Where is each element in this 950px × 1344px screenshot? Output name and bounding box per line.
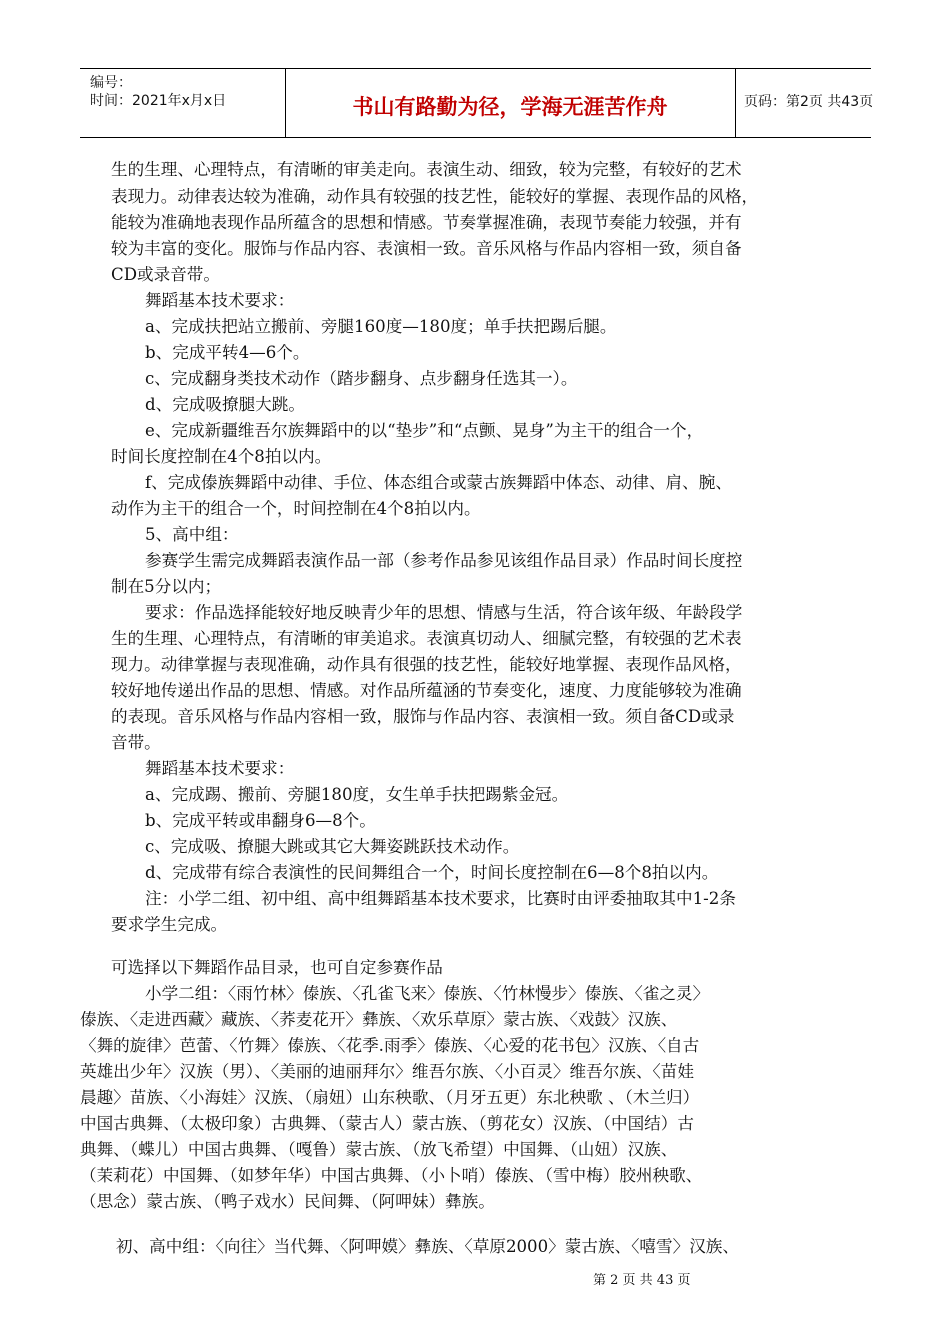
text-line: b、完成平转4—6个。: [145, 343, 310, 362]
text-line: 英雄出少年〉汉族（男）、〈美丽的迪丽拜尔〉维吾尔族、〈小百灵〉维吾尔族、〈苗娃: [80, 1062, 694, 1081]
text-line: CD或录音带。: [111, 265, 220, 284]
header-motto-cell: [285, 69, 736, 137]
text-line: d、完成带有综合表演性的民间舞组合一个，时间长度控制在6—8个8拍以内。: [145, 863, 719, 882]
text-line: a、完成踢、搬前、旁腿180度，女生单手扶把踢紫金冠。: [145, 785, 569, 804]
text-line: 现力。动律掌握与表现准确，动作具有很强的技艺性，能较好地掌握、表现作品风格，: [111, 655, 742, 674]
text-line: 典舞、（蝶儿）中国古典舞、（嘎鲁）蒙古族、（放飞希望）中国舞、（山妞）汉族、: [80, 1140, 678, 1159]
text-line: 小学二组：〈雨竹林〉傣族、〈孔雀飞来〉傣族、〈竹林慢步〉傣族、〈雀之灵〉: [145, 984, 710, 1003]
text-line: 生的生理、心理特点，有清晰的审美追求。表演真切动人、细腻完整，有较强的艺术表: [111, 629, 742, 648]
text-line: 的表现。音乐风格与作品内容相一致，服饰与作品内容、表演相一致。须自备CD或录: [111, 707, 735, 726]
motto: 书山有路勤为径，学海无涯苦作舟: [352, 95, 668, 119]
text-line: 5、高中组：: [145, 525, 239, 544]
text-line: f、完成傣族舞蹈中动律、手位、体态组合或蒙古族舞蹈中体态、动律、肩、腕、: [145, 473, 732, 492]
text-line: c、完成吸、撩腿大跳或其它大舞姿跳跃技术动作。: [145, 837, 520, 856]
text-line: 较好地传递出作品的思想、情感。对作品所蕴涵的节奏变化，速度、力度能够较为准确: [111, 681, 742, 700]
text-line: 可选择以下舞蹈作品目录，也可自定参赛作品: [111, 958, 443, 977]
text-line: （思念）蒙古族、（鸭子戏水）民间舞、（阿呷妹）彝族。: [80, 1192, 495, 1211]
text-line: 生的生理、心理特点，有清晰的审美走向。表演生动、细致，较为完整，有较好的艺术: [111, 160, 742, 179]
text-line: 傣族、〈走进西藏〉藏族、〈荞麦花开〉彝族、〈欢乐草原〉蒙古族、〈戏鼓〉汉族、: [80, 1010, 678, 1029]
text-line: （茉莉花）中国舞、（如梦年华）中国古典舞、（小卜哨）傣族、（雪中梅）胶州秧歌、: [80, 1166, 703, 1185]
text-line: 要求学生完成。: [111, 915, 228, 934]
text-line: 参赛学生需完成舞蹈表演作品一部（参考作品参见该组作品目录）作品时间长度控: [145, 551, 743, 570]
text-line: 制在5分以内；: [111, 577, 222, 596]
text-line: d、完成吸撩腿大跳。: [145, 395, 305, 414]
header-meta-cell: [80, 69, 286, 137]
text-line: 动作为主干的组合一个，时间控制在4个8拍以内。: [111, 499, 481, 518]
page-header: [80, 68, 874, 138]
text-line: 中国古典舞、（太极印象）古典舞、（蒙古人）蒙古族、（剪花女）汉族、（中国结）古: [80, 1114, 694, 1133]
number-label: 编号：: [90, 75, 132, 91]
page-footer: 第 2 页 共 43 页: [593, 1273, 691, 1288]
text-line: 初、高中组：〈向往〉当代舞、〈阿呷嫫〉彝族、〈草原2000〉蒙古族、〈嘻雪〉汉族、: [116, 1237, 739, 1256]
text-line: 表现力。动律表达较为准确，动作具有较强的技艺性，能较好的掌握、表现作品的风格，: [111, 187, 759, 206]
text-line: a、完成扶把站立搬前、旁腿160度—180度；单手扶把踢后腿。: [145, 317, 617, 336]
text-line: 能较为准确地表现作品所蕴含的思想和情感。节奏掌握准确，表现节奏能力较强，并有: [111, 213, 742, 232]
text-line: 〈舞的旋律〉芭蕾、〈竹舞〉傣族、〈花季.雨季〉傣族、〈心爱的花书包〉汉族、〈自古: [80, 1036, 700, 1055]
text-line: 较为丰富的变化。服饰与作品内容、表演相一致。音乐风格与作品内容相一致，须自备: [111, 239, 742, 258]
time-line: 时间：2021年x月x日: [90, 93, 227, 109]
text-line: 舞蹈基本技术要求：: [145, 759, 295, 778]
text-line: b、完成平转或串翻身6—8个。: [145, 811, 376, 830]
text-line: 注：小学二组、初中组、高中组舞蹈基本技术要求，比赛时由评委抽取其中1-2条: [145, 889, 736, 908]
header-page-cell: [735, 69, 874, 137]
text-line: 晨趣〉苗族、〈小海娃〉汉族、（扇妞）山东秧歌、（月牙五更）东北秧歌 、（木兰归）: [80, 1088, 700, 1107]
text-line: 音带。: [111, 733, 161, 752]
text-line: 时间长度控制在4个8拍以内。: [111, 447, 332, 466]
text-line: e、完成新疆维吾尔族舞蹈中的以“垫步”和“点颤、晃身”为主干的组合一个，: [145, 421, 704, 440]
text-line: 舞蹈基本技术要求：: [145, 291, 295, 310]
page-info: 页码：第2页 共43页: [744, 94, 874, 110]
text-line: c、完成翻身类技术动作（踏步翻身、点步翻身任选其一）。: [145, 369, 578, 388]
text-line: 要求：作品选择能较好地反映青少年的思想、情感与生活，符合该年级、年龄段学: [145, 603, 743, 622]
